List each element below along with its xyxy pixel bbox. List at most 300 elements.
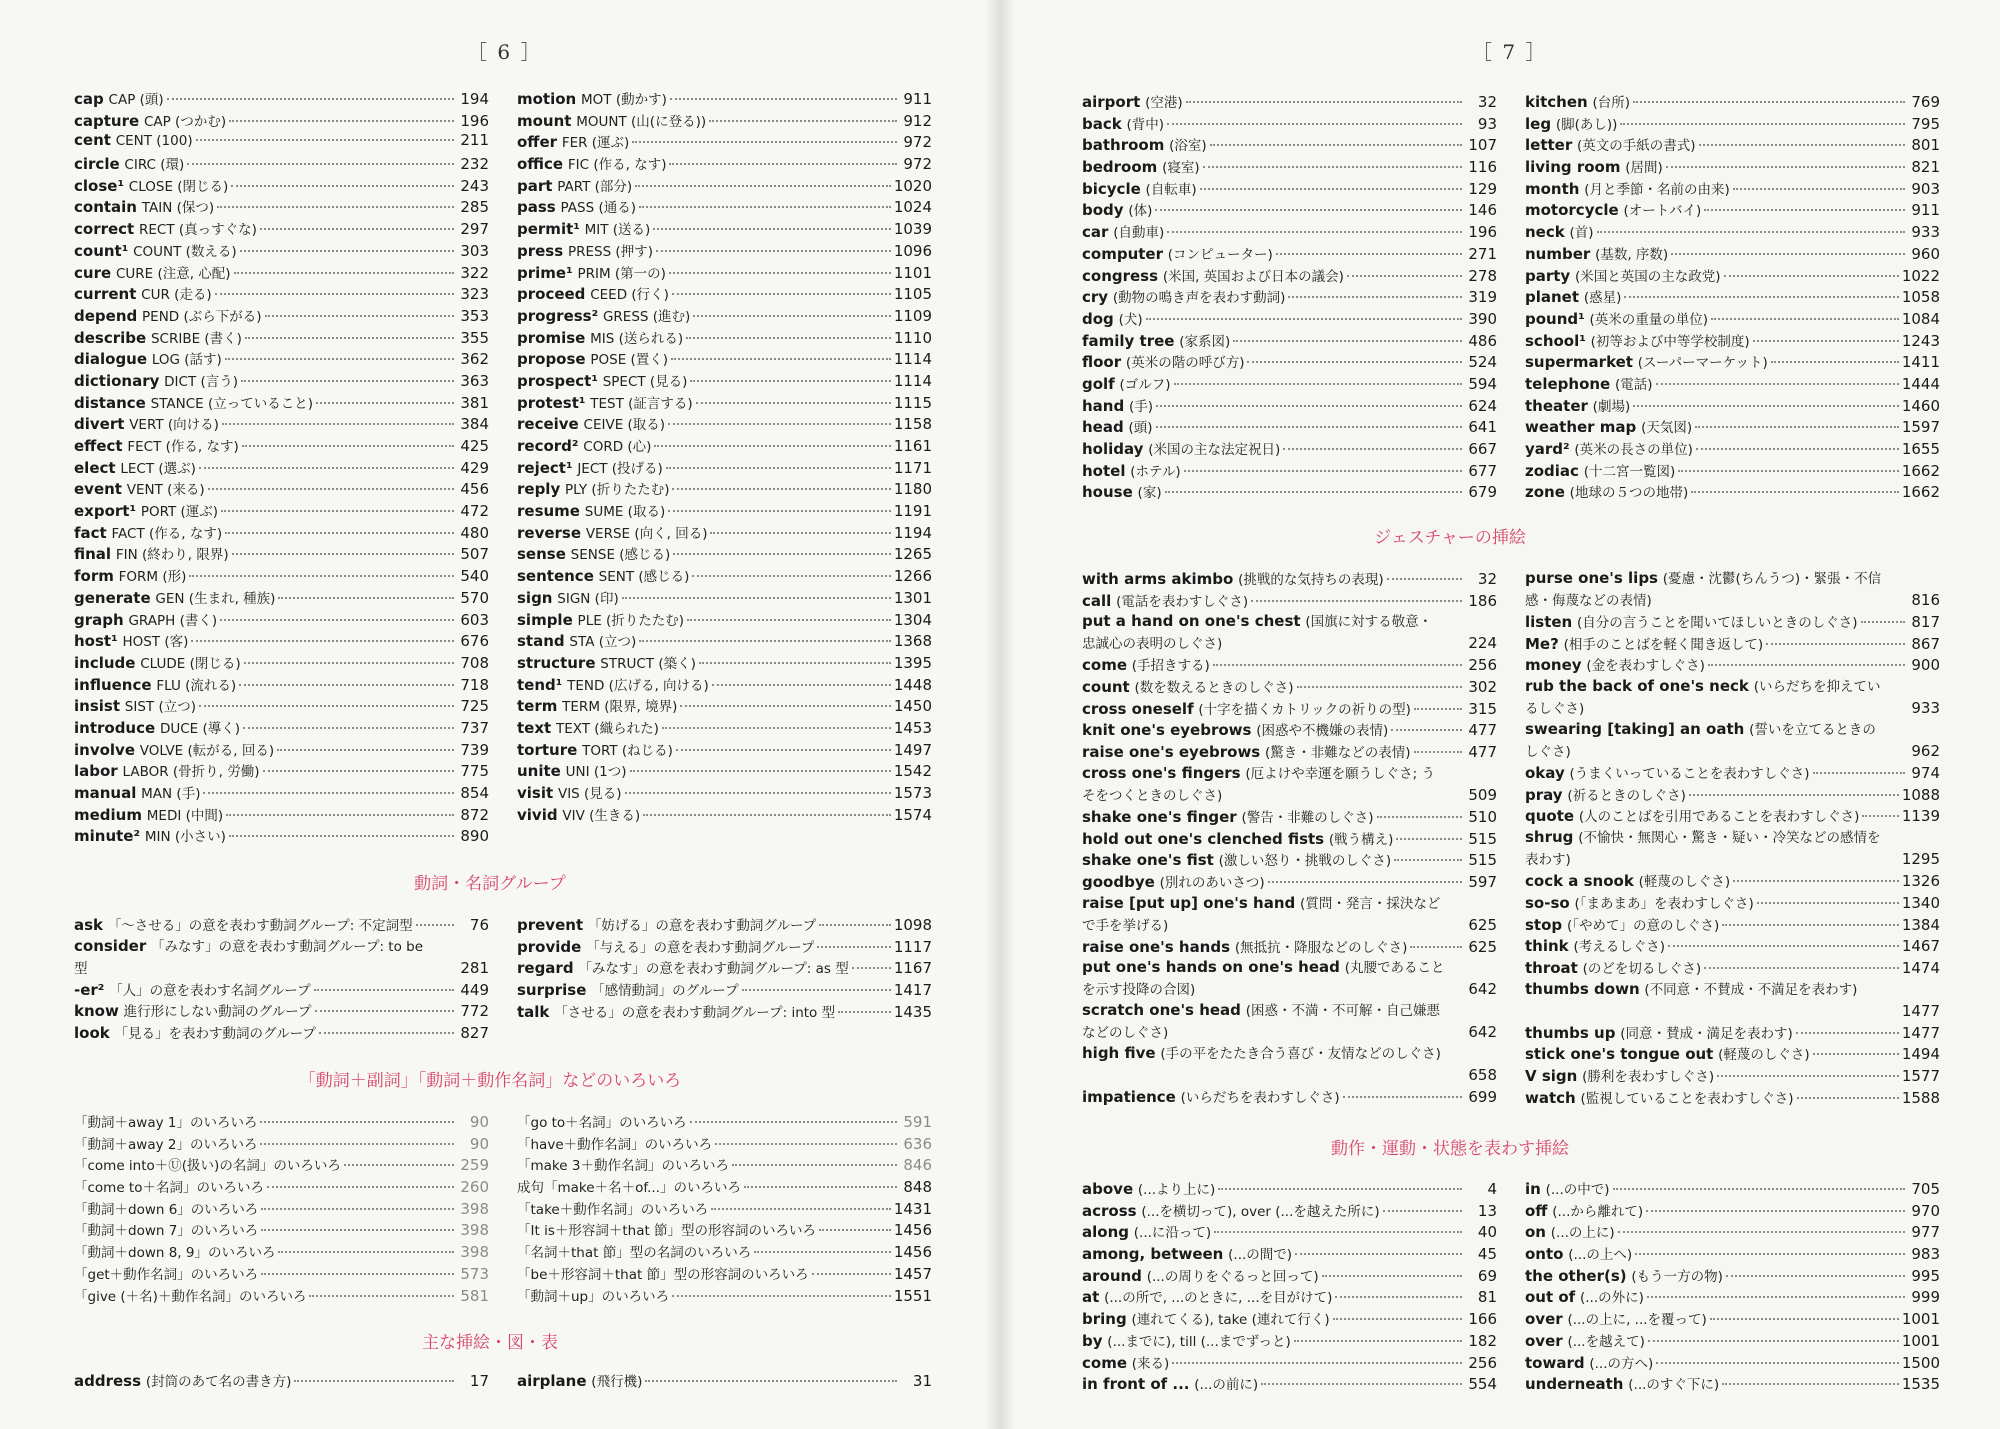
dot-leader (742, 989, 891, 991)
entry-page-number: 1114 (893, 350, 932, 369)
entry-gloss: (電話) (1615, 376, 1653, 393)
entry-page-number: 524 (1468, 353, 1497, 372)
entry-text (517, 609, 684, 629)
index-entry (517, 153, 932, 175)
entry-gloss: PORT (運ぶ) (140, 504, 219, 521)
index-entry (74, 370, 489, 392)
dot-leader (1710, 1318, 1899, 1320)
entry-gloss: (相手のことばを軽く聞き返して) (1563, 636, 1764, 653)
entry-headword: across (1082, 1201, 1137, 1220)
dot-leader (1396, 838, 1462, 840)
entry-page-number: 801 (1911, 136, 1940, 155)
entry-gloss: (手招きする) (1131, 658, 1210, 675)
entry-headword: introduce (74, 718, 156, 737)
entry-page-number: 642 (1468, 1023, 1497, 1042)
entry-text (1525, 1200, 1643, 1220)
entry-gloss: FIN (終わり, 限界) (115, 547, 229, 564)
entry-text (74, 478, 205, 498)
entry-gloss: (天気図) (1641, 420, 1693, 437)
entry-headword: graph (74, 610, 124, 629)
entry-page-number: 1266 (893, 567, 932, 586)
entry-page-number: 1573 (893, 784, 932, 802)
dot-leader (1861, 621, 1905, 623)
entry-page-number: 1435 (893, 1002, 932, 1021)
dot-leader (1218, 1188, 1462, 1190)
index-entry (1082, 654, 1497, 676)
index-entry (1082, 568, 1497, 590)
entry-gloss: FLU (流れる) (156, 677, 237, 694)
entry-gloss: 「動詞＋away 2」のいろいろ (74, 1136, 258, 1153)
entry-headword: family tree (1082, 331, 1175, 350)
entry-page-number: 581 (460, 1286, 489, 1305)
entry-page-number: 1139 (1901, 807, 1940, 826)
entry-gloss: (飛行機) (591, 1374, 643, 1390)
entry-page-number: 718 (460, 675, 489, 694)
entry-headword: stick one's tongue out (1525, 1045, 1714, 1064)
entry-text (74, 110, 226, 130)
index-column (74, 88, 489, 847)
dot-leader (654, 445, 890, 447)
entry-gloss: 「come into＋Ⓤ(扱い)の名詞」のいろいろ (74, 1158, 341, 1175)
index-entry (1525, 1043, 1940, 1065)
entry-gloss: (地球の５つの地帯) (1569, 485, 1689, 502)
entry-page-number: 243 (460, 176, 489, 195)
entry-gloss: (うまくいっていることを表わすしぐさ) (1569, 766, 1810, 783)
index-entry (1525, 308, 1940, 330)
entry-gloss: (無抵抗・降服などのしぐさ) (1234, 939, 1408, 956)
entry-page-number: 1304 (893, 610, 932, 629)
dot-leader (167, 98, 454, 100)
entry-page-number: 1457 (893, 1264, 932, 1283)
dot-leader (676, 749, 891, 751)
entry-text (517, 1198, 708, 1218)
entry-text (74, 1263, 258, 1283)
entry-gloss: (...から離れて) (1552, 1203, 1644, 1220)
entry-headword: come (1082, 656, 1127, 675)
index-entry (1082, 1330, 1497, 1352)
index-entry (74, 695, 489, 717)
entry-text (517, 782, 622, 802)
index-entry (1082, 395, 1497, 417)
entry-page-number: 256 (1468, 1353, 1497, 1372)
dot-leader (1214, 1231, 1462, 1233)
dot-leader (1771, 361, 1899, 363)
entry-text (1082, 134, 1207, 154)
index-entry (1082, 1286, 1497, 1308)
index-entry (1525, 1022, 1940, 1044)
entry-gloss: STANCE (立っていること) (150, 395, 314, 412)
dot-leader (1146, 318, 1462, 320)
entry-headword: floor (1082, 353, 1122, 372)
index-entry (74, 522, 489, 544)
entry-text (517, 348, 668, 368)
entry-text (1525, 633, 1763, 653)
entry-page-number: 32 (1477, 93, 1497, 111)
entry-text (1525, 1373, 1719, 1393)
entry-page-number: 816 (1911, 591, 1940, 609)
entry-text (1525, 199, 1701, 219)
index-entry (74, 413, 489, 435)
entry-headword: watch (1525, 1088, 1576, 1107)
dot-leader (1757, 902, 1899, 904)
index-entry (1525, 265, 1940, 287)
entry-gloss: HOST (客) (122, 634, 189, 651)
entry-page-number: 1058 (1901, 288, 1940, 307)
entry-headword: think (1525, 937, 1569, 956)
dot-leader (225, 358, 454, 360)
entry-text (517, 565, 689, 585)
entry-headword: medium (74, 805, 142, 824)
entry-gloss: (...の上に, ...を覆って) (1567, 1312, 1707, 1329)
dot-leader (653, 228, 891, 230)
index-entry (74, 1154, 489, 1176)
entry-headword: influence (74, 675, 152, 694)
entry-gloss: (浴室) (1169, 138, 1207, 155)
entry-text (74, 936, 489, 979)
dot-leader (234, 272, 454, 274)
index-entry (1525, 892, 1940, 914)
entry-text (74, 587, 275, 607)
entry-gloss: DICT (言う) (164, 373, 239, 390)
dot-leader (260, 1143, 454, 1145)
entry-headword: put a hand on one's chest (1082, 612, 1301, 631)
index-entry (1525, 827, 1940, 870)
entry-page-number: 848 (903, 1178, 932, 1197)
entry-gloss: CEIVE (取る) (583, 417, 666, 434)
entry-gloss: (...の周りをぐるっと回って) (1146, 1268, 1319, 1285)
dot-leader (229, 120, 454, 122)
entry-page-number: 846 (903, 1156, 932, 1175)
dot-leader (1391, 729, 1462, 731)
dot-leader (1283, 448, 1462, 450)
entry-headword: thumbs up (1525, 1023, 1616, 1042)
entry-headword: planet (1525, 288, 1580, 307)
index-entry (74, 1176, 489, 1198)
dot-leader (819, 1229, 891, 1231)
index-column (74, 1370, 489, 1392)
index-entry (517, 652, 932, 674)
entry-gloss: (背中) (1126, 116, 1165, 133)
entry-page-number: 1001 (1901, 1331, 1940, 1350)
entry-text (517, 392, 693, 412)
index-entry (1082, 1178, 1497, 1200)
entry-page-number: 32 (1477, 570, 1497, 588)
entry-gloss: (厄よけや幸運を願うしぐさ; うそをつくときのしぐさ) (1082, 765, 1435, 804)
index-entry (74, 500, 489, 522)
entry-headword: V sign (1525, 1066, 1578, 1085)
index-entry (1525, 113, 1940, 135)
entry-gloss: (同意・賛成・満足を表わす) (1620, 1025, 1793, 1042)
entry-page-number: 1577 (1901, 1066, 1940, 1085)
dot-leader (715, 1143, 897, 1145)
entry-gloss: (別れのあいさつ) (1159, 874, 1265, 891)
entry-gloss: PRESS (押す) (567, 243, 653, 260)
entry-headword: among, between (1082, 1245, 1224, 1264)
entry-page-number: 1444 (1901, 374, 1940, 393)
entry-text (74, 500, 218, 520)
entry-page-number: 69 (1477, 1266, 1497, 1285)
entry-text (74, 914, 413, 934)
entry-gloss: (連れてくる), take (連れて行く) (1131, 1312, 1330, 1329)
entry-page-number: 323 (460, 285, 489, 304)
entry-gloss: (...の外に) (1580, 1290, 1644, 1307)
dot-leader (669, 163, 897, 165)
entry-gloss: 「感情動詞」のグループ (591, 983, 739, 1000)
entry-text (517, 175, 632, 195)
dot-leader (1753, 340, 1899, 342)
entry-headword: cross oneself (1082, 699, 1194, 718)
index-entry (517, 1241, 932, 1263)
entry-text (1082, 1178, 1215, 1198)
entry-text (74, 1133, 257, 1153)
entry-text (74, 979, 311, 999)
entry-text (1082, 806, 1374, 826)
entry-headword: goodbye (1082, 872, 1155, 891)
entry-headword: bicycle (1082, 179, 1141, 198)
entry-page-number: 186 (1468, 591, 1497, 610)
index-entry (1525, 719, 1940, 762)
index-entry (1082, 265, 1497, 287)
index-entry (517, 283, 932, 305)
entry-page-number: 1161 (893, 437, 932, 455)
index-column (74, 914, 489, 1044)
entry-headword: simple (517, 610, 573, 629)
entry-headword: hand (1082, 396, 1125, 415)
dot-leader (669, 272, 891, 274)
index-entry (74, 1219, 489, 1241)
entry-headword: weather map (1525, 418, 1637, 437)
index-entry (1082, 1043, 1497, 1086)
entry-gloss: 「動詞＋up」のいろいろ (517, 1288, 670, 1305)
entry-text (517, 630, 636, 650)
index-entry (1525, 1087, 1940, 1109)
dot-leader (232, 553, 454, 555)
dot-leader (1347, 275, 1462, 277)
entry-page-number: 1096 (893, 241, 932, 260)
index-entry (1525, 1243, 1940, 1265)
index-entry (517, 936, 932, 958)
index-entry (517, 305, 932, 327)
dot-leader (1414, 708, 1462, 710)
entry-page-number: 129 (1468, 179, 1497, 198)
entry-gloss: GRAPH (書く) (128, 612, 218, 629)
index-entry (1525, 286, 1940, 308)
page-number: ［ 6 ］ (467, 40, 543, 64)
entry-gloss: (オートバイ) (1623, 203, 1702, 220)
dot-leader (220, 619, 454, 621)
dot-leader (622, 597, 891, 599)
entry-headword: receive (517, 415, 579, 434)
entry-gloss: (頭) (1128, 420, 1153, 437)
entry-page-number: 1460 (1901, 396, 1940, 415)
entry-text (1525, 979, 1940, 1001)
entry-gloss: SIGN (印) (557, 590, 619, 607)
entry-headword: final (74, 545, 112, 564)
entry-page-number: 911 (903, 90, 932, 108)
index-entry (74, 1198, 489, 1220)
entry-page-number: 232 (460, 155, 489, 174)
entry-text (74, 327, 242, 347)
entry-page-number: 1101 (893, 263, 932, 282)
index-entry (1082, 1221, 1497, 1243)
entry-headword: regard (517, 959, 574, 978)
entry-gloss: VIS (見る) (557, 786, 622, 802)
entry-text (1525, 395, 1630, 415)
dot-leader (1717, 1075, 1899, 1077)
entry-headword: text (517, 718, 552, 737)
index-entry (1525, 156, 1940, 178)
section-heading: ジェスチャーの挿絵 (1374, 528, 1526, 548)
dot-leader (244, 662, 454, 664)
entry-gloss: VERT (向ける) (129, 417, 219, 434)
entry-gloss: (いらだちを抑えているしぐさ) (1525, 679, 1881, 718)
entry-text (517, 1154, 729, 1174)
entry-page-number: 90 (469, 1113, 489, 1131)
entry-page-number: 322 (460, 263, 489, 282)
entry-gloss: 「みなす」の意を表わす動詞グループ: as 型 (578, 961, 849, 978)
index-entry (517, 957, 932, 979)
entry-gloss: 「come to＋名詞」のいろいろ (74, 1180, 264, 1197)
index-entry (74, 262, 489, 284)
entry-page-number: 1039 (893, 220, 932, 239)
index-entry (1082, 1086, 1497, 1108)
entry-headword: leg (1525, 114, 1552, 133)
dot-leader (812, 1273, 891, 1275)
index-entry (74, 543, 489, 565)
index-entry (74, 1133, 489, 1155)
index-entry (517, 543, 932, 565)
entry-page-number: 196 (460, 111, 489, 130)
index-entry (1525, 373, 1940, 395)
entry-headword: toward (1525, 1353, 1585, 1372)
entry-page-number: 425 (460, 437, 489, 455)
entry-page-number: 962 (1911, 742, 1940, 761)
entry-gloss: (劇場) (1592, 398, 1631, 415)
entry-text (517, 88, 667, 108)
entry-headword: proceed (517, 285, 586, 304)
entry-gloss: 「動詞＋away 1」のいろいろ (74, 1115, 258, 1131)
dot-leader (1295, 1253, 1462, 1255)
dot-leader (1704, 209, 1905, 211)
dot-leader (632, 141, 897, 143)
index-entry (74, 457, 489, 479)
entry-page-number: 1088 (1901, 785, 1940, 804)
entry-page-number: 591 (903, 1113, 932, 1131)
entry-headword: unite (517, 762, 561, 781)
entry-text (517, 327, 683, 347)
entry-headword: onto (1525, 1245, 1564, 1264)
index-entry (517, 609, 932, 631)
entry-page-number: 76 (469, 916, 489, 934)
entry-gloss: SUME (取る) (584, 504, 666, 521)
dot-leader (199, 705, 454, 707)
index-entry (517, 500, 932, 522)
entry-gloss: PART (部分) (557, 178, 633, 195)
entry-headword: ask (74, 916, 104, 934)
entry-page-number: 1114 (893, 371, 932, 390)
index-entry (1082, 806, 1497, 828)
entry-gloss: 「have＋動作名詞」のいろいろ (517, 1136, 713, 1153)
dot-leader (208, 488, 454, 490)
dot-leader (199, 467, 454, 469)
entry-headword: motion (517, 90, 577, 108)
entry-headword: cap (74, 90, 104, 108)
entry-headword: cross one's fingers (1082, 763, 1241, 782)
dot-leader (261, 1208, 454, 1210)
dot-leader (709, 120, 897, 122)
entry-page-number: 194 (460, 90, 489, 108)
dot-leader (852, 967, 891, 969)
entry-headword: off (1525, 1201, 1548, 1220)
entry-gloss: UNI (1つ) (565, 764, 627, 781)
entry-text (517, 1133, 712, 1153)
entry-gloss: (家系図) (1179, 333, 1231, 350)
entry-headword: cry (1082, 288, 1109, 307)
entry-text (517, 695, 677, 715)
entry-text (1525, 654, 1705, 674)
dot-leader (1156, 405, 1462, 407)
dot-leader (1696, 448, 1899, 450)
entry-gloss: 「be＋形容詞＋that 節」型の形容詞のいろいろ (517, 1266, 809, 1283)
entry-headword: school¹ (1525, 331, 1586, 350)
entry-text (517, 1263, 809, 1283)
entry-text (1525, 178, 1730, 198)
entry-text (1082, 957, 1497, 1000)
entry-page-number: 319 (1468, 288, 1497, 307)
entry-headword: promise (517, 328, 586, 347)
entry-headword: body (1082, 201, 1124, 220)
dot-leader (1813, 772, 1905, 774)
index-entry (74, 825, 489, 847)
entry-headword: thumbs down (1525, 979, 1640, 998)
entry-page-number: 658 (1468, 1066, 1497, 1085)
entry-gloss: MIT (送る) (584, 222, 651, 239)
entry-text (1082, 1000, 1497, 1043)
entry-text (1525, 1330, 1645, 1350)
entry-gloss: (空港) (1145, 95, 1183, 111)
entry-text (1525, 827, 1940, 870)
entry-text (1525, 286, 1621, 306)
entry-page-number: 867 (1911, 634, 1940, 653)
index-column (1082, 568, 1497, 1108)
dot-leader (817, 946, 890, 948)
entry-page-number: 1417 (893, 981, 932, 1000)
dot-leader (1210, 144, 1462, 146)
entry-gloss: CURE (注意, 心配) (115, 265, 231, 282)
entry-text (74, 283, 212, 303)
entry-headword: record² (517, 437, 579, 455)
entry-gloss: (...に沿って) (1133, 1225, 1212, 1242)
entry-page-number: 146 (1468, 201, 1497, 220)
entry-page-number: 1105 (893, 285, 932, 304)
dot-leader (643, 814, 891, 816)
dot-leader (1261, 1383, 1462, 1385)
index-entry (74, 153, 489, 175)
entry-text (1525, 1043, 1810, 1063)
entry-gloss: 「give (＋名)＋動作名詞」のいろいろ (74, 1288, 307, 1305)
dot-leader (744, 1186, 897, 1188)
entry-page-number: 977 (1911, 1223, 1940, 1242)
entry-page-number: 570 (460, 588, 489, 607)
entry-page-number: 667 (1468, 440, 1497, 458)
entry-text (74, 131, 193, 149)
entry-gloss: (スーパーマーケット) (1637, 355, 1768, 372)
entry-headword: protest¹ (517, 393, 586, 412)
entry-headword: include (74, 653, 136, 672)
entry-text (517, 478, 669, 498)
entry-page-number: 1500 (1901, 1353, 1940, 1372)
entry-gloss: (もう一方の物) (1631, 1268, 1723, 1285)
